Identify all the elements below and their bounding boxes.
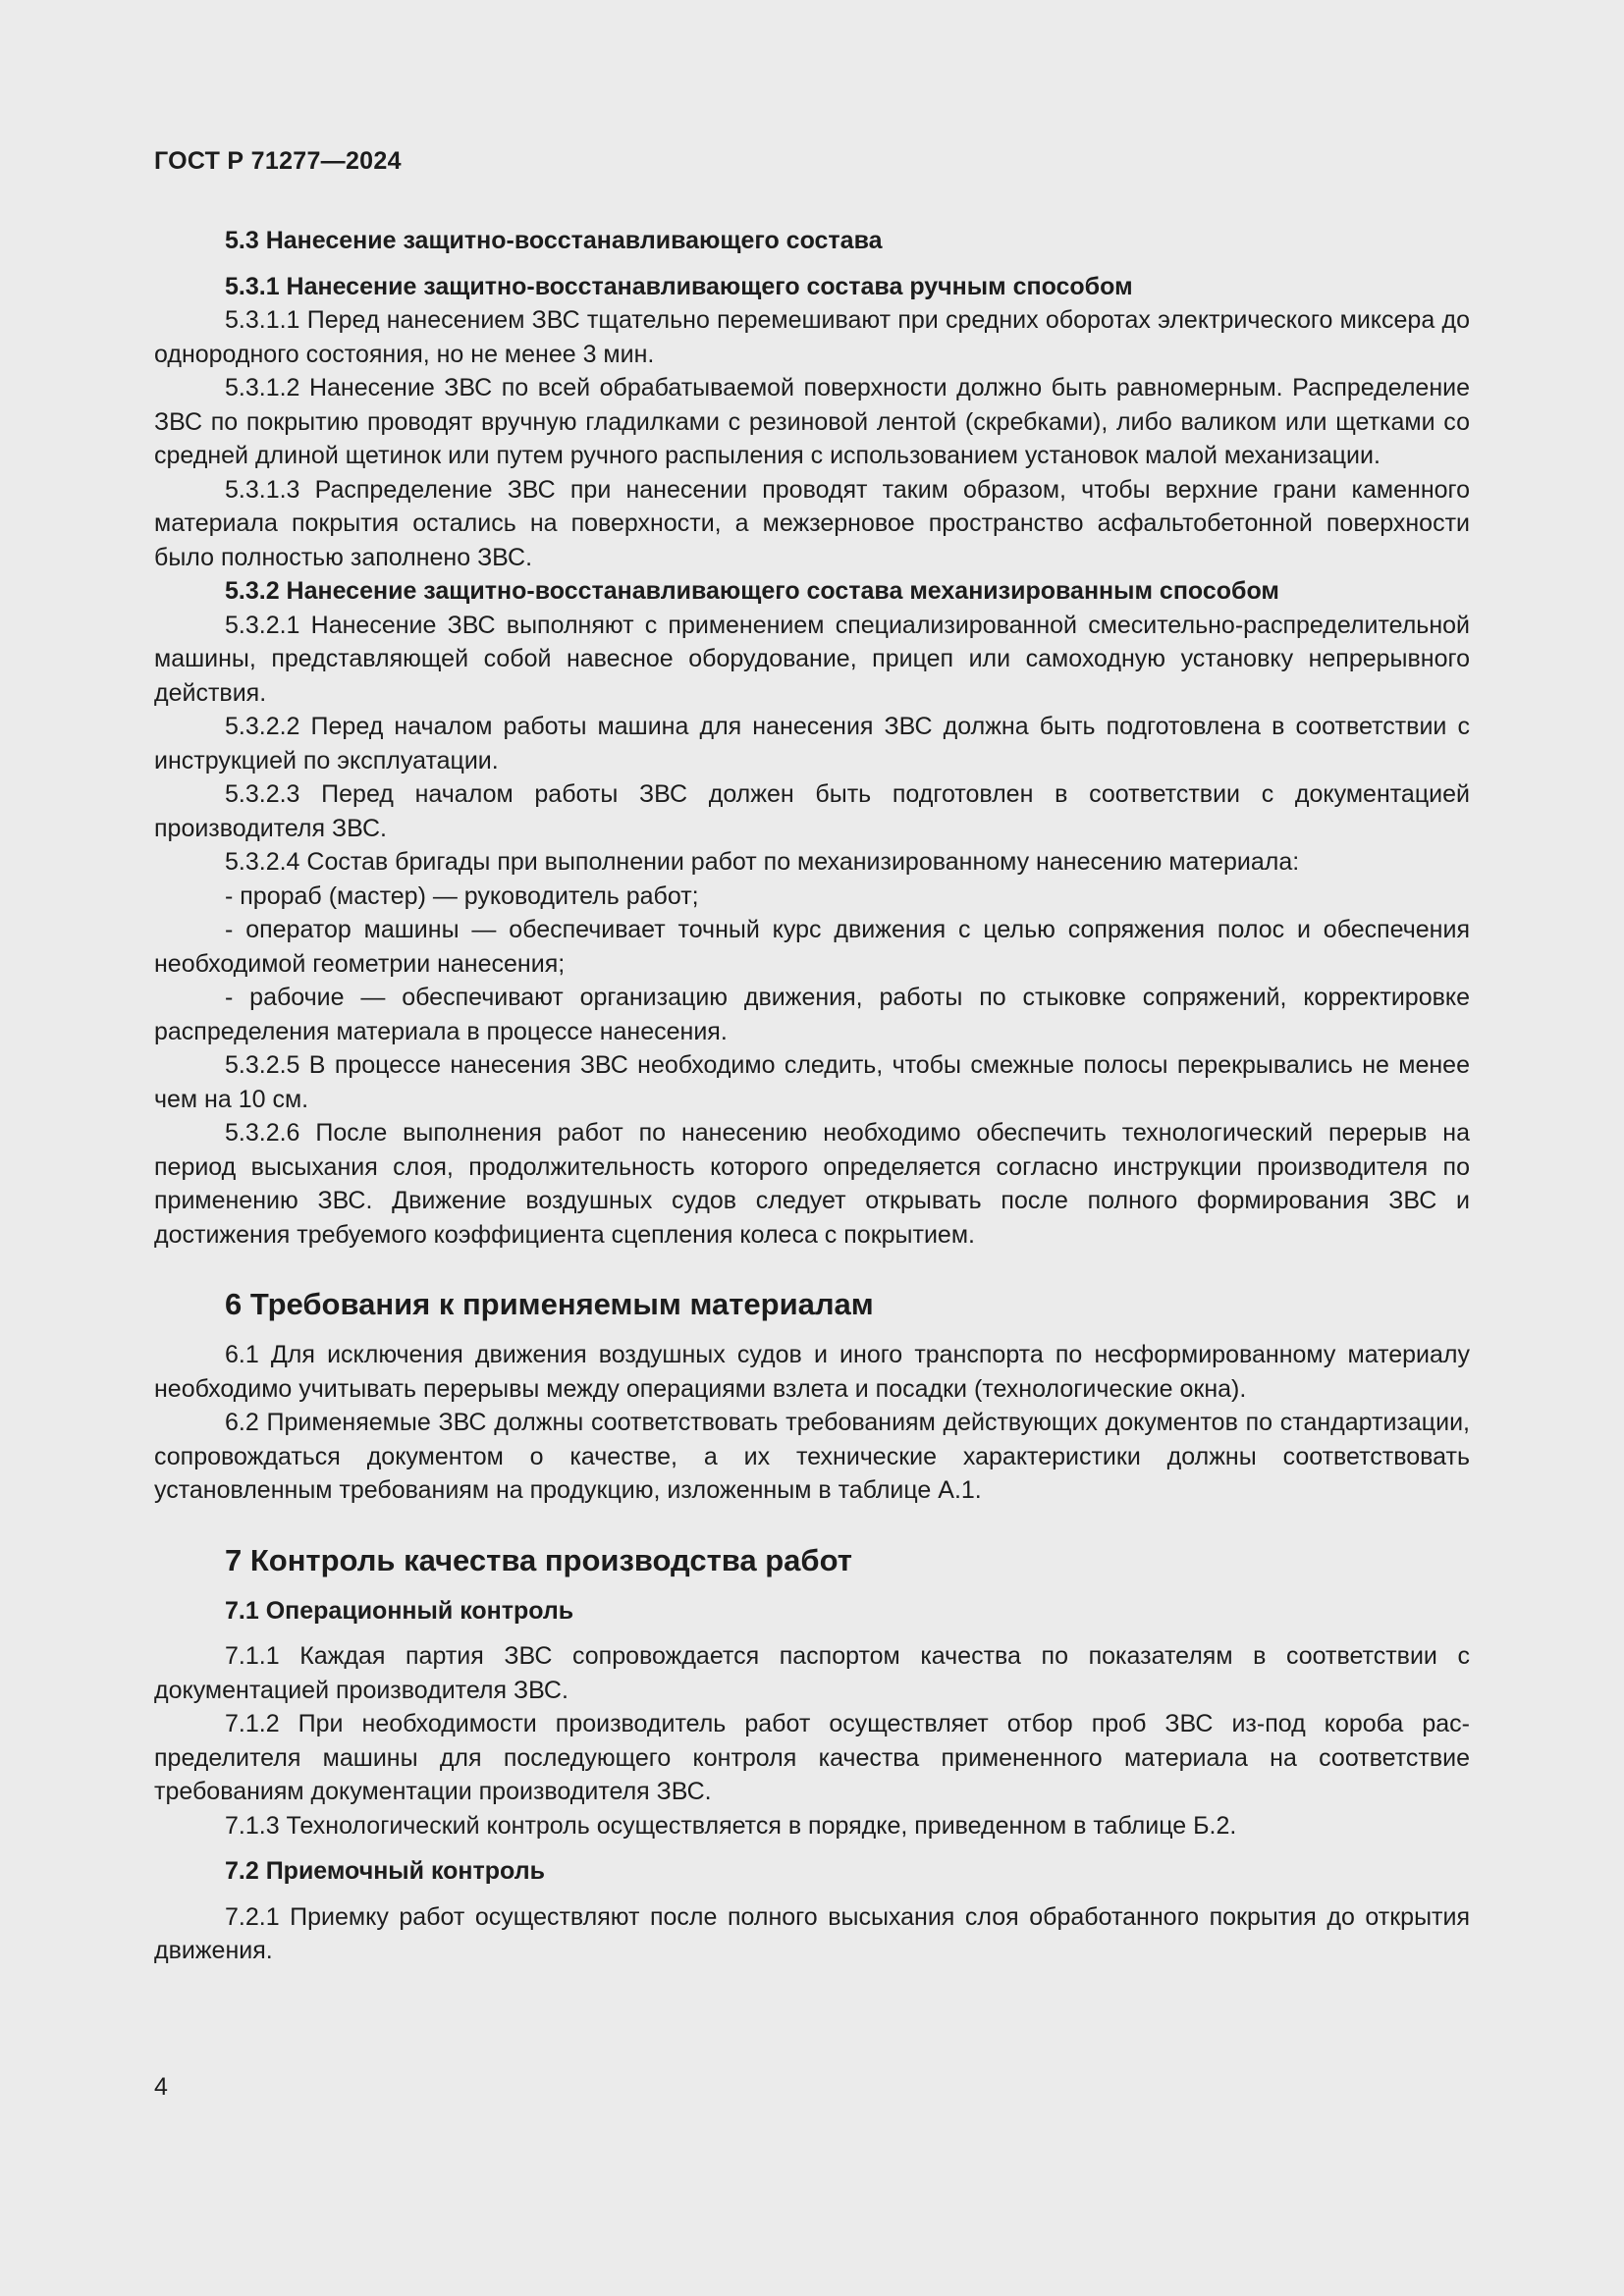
document-code-header: ГОСТ Р 71277—2024 — [154, 147, 402, 175]
section-5-3-heading: 5.3 Нанесение защитно-восстанавливающего состава — [225, 227, 883, 254]
paragraph-5-3-1-1: 5.3.1.1 Перед нанесением ЗВС тщательно перемешивают при средних оборотах электрического миксера до однородного состояния, но не менее 3 мин. — [154, 306, 1470, 368]
section-6-heading: 6 Требования к применяемым материалам — [225, 1287, 874, 1321]
list-item-foreman: - прораб (мастер) — руководитель работ; — [225, 881, 699, 910]
section-5-3-1-heading: 5.3.1 Нанесение защитно-восстанавливающего состава ручным способом — [225, 272, 1133, 300]
paragraph-7-1-3: 7.1.3 Технологический контроль осуществляется в порядке, приведенном в таблице Б.2. — [225, 1811, 1237, 1840]
paragraph-6-2: 6.2 Применяемые ЗВС должны соответствовать требованиям действующих документов по стандартизации, сопровождаться документом о качестве, а их технические характеристики должны соответствовать установленным требованиям на продукцию, изложенным в таблице А.1. — [154, 1409, 1470, 1504]
section-7-2-heading: 7.2 Приемочный контроль — [225, 1857, 545, 1885]
paragraph-7-2-1: 7.2.1 Приемку работ осуществляют после полного высыхания слоя обработанного покрытия до открытия движения. — [154, 1902, 1470, 1964]
section-7-1-heading: 7.1 Операционный контроль — [225, 1596, 574, 1625]
paragraph-6-1: 6.1 Для исключения движения воздушных судов и иного транспорта по несформированному материалу необходимо учитывать перерывы между операциями взлета и посадки (технологические окна). — [154, 1341, 1470, 1403]
section-5-3-2-heading: 5.3.2 Нанесение защитно-восстанавливающего состава механизированным способом — [225, 577, 1279, 605]
list-item-operator: - оператор машины — обеспечивает точный курс движения с целью сопряжения полос и обеспечения необходимой геометрии нанесения; — [154, 916, 1470, 978]
paragraph-5-3-2-3: 5.3.2.3 Перед началом работы ЗВС должен быть подготовлен в соответствии с документацией производителя ЗВС. — [154, 780, 1470, 842]
section-7-heading: 7 Контроль качества производства работ — [225, 1542, 852, 1577]
paragraph-5-3-1-3: 5.3.1.3 Распределение ЗВС при нанесении проводят таким образом, чтобы верхние грани каменного материала покрытия остались на поверхности, а межзерновое пространство асфальтобетонной поверхности было полностью заполнено ЗВС. — [154, 475, 1470, 571]
paragraph-7-1-1: 7.1.1 Каждая партия ЗВС сопровождается паспортом качества по показателям в соответствии с документацией производителя ЗВС. — [154, 1642, 1470, 1704]
list-item-workers: - рабочие — обеспечивают организацию движения, работы по стыковке сопряжений, корректировке распределения материала в процессе нанесения. — [154, 984, 1470, 1045]
paragraph-5-3-2-4: 5.3.2.4 Состав бригады при выполнении работ по механизированному нанесению материала: — [225, 848, 1300, 876]
paragraph-5-3-2-2: 5.3.2.2 Перед началом работы машина для нанесения ЗВС должна быть подготовлена в соответствии с инструкцией по эксплуатации. — [154, 713, 1470, 774]
paragraph-5-3-2-5: 5.3.2.5 В процессе нанесения ЗВС необходимо следить, чтобы смежные полосы перекрывались не менее чем на 10 см. — [154, 1051, 1470, 1113]
document-body — [154, 224, 1470, 1968]
page-number: 4 — [154, 2073, 168, 2101]
paragraph-5-3-2-6: 5.3.2.6 После выполнения работ по нанесению необходимо обеспечить технологический перерыв на период высыхания слоя, продолжительность которого определяется согласно инструкции производителя по применению ЗВС. Движение воздушных судов следует открывать после полного формирования ЗВС и достижения требуемого коэффициента сцепления колеса с покрытием. — [154, 1119, 1470, 1249]
paragraph-5-3-1-2: 5.3.1.2 Нанесение ЗВС по всей обрабатываемой поверхности должно быть равномерным. Распределение ЗВС по покрытию проводят вручную гладилками с резиновой лентой (скребками), либо валиком или щетками со средней длиной щетинок или путем ручного распыления с использованием установок малой механизации. — [154, 374, 1470, 469]
paragraph-7-1-2: 7.1.2 При необходимости производитель работ осуществляет отбор проб ЗВС из-под короба распределителя машины для последующего контроля качества примененного материала на соответствие требованиям документации производителя ЗВС. — [154, 1710, 1470, 1805]
paragraph-5-3-2-1: 5.3.2.1 Нанесение ЗВС выполняют с применением специализированной смесительно-распределительной машины, представляющей собой навесное оборудование, прицеп или самоходную установку непрерывного действия. — [154, 611, 1470, 707]
